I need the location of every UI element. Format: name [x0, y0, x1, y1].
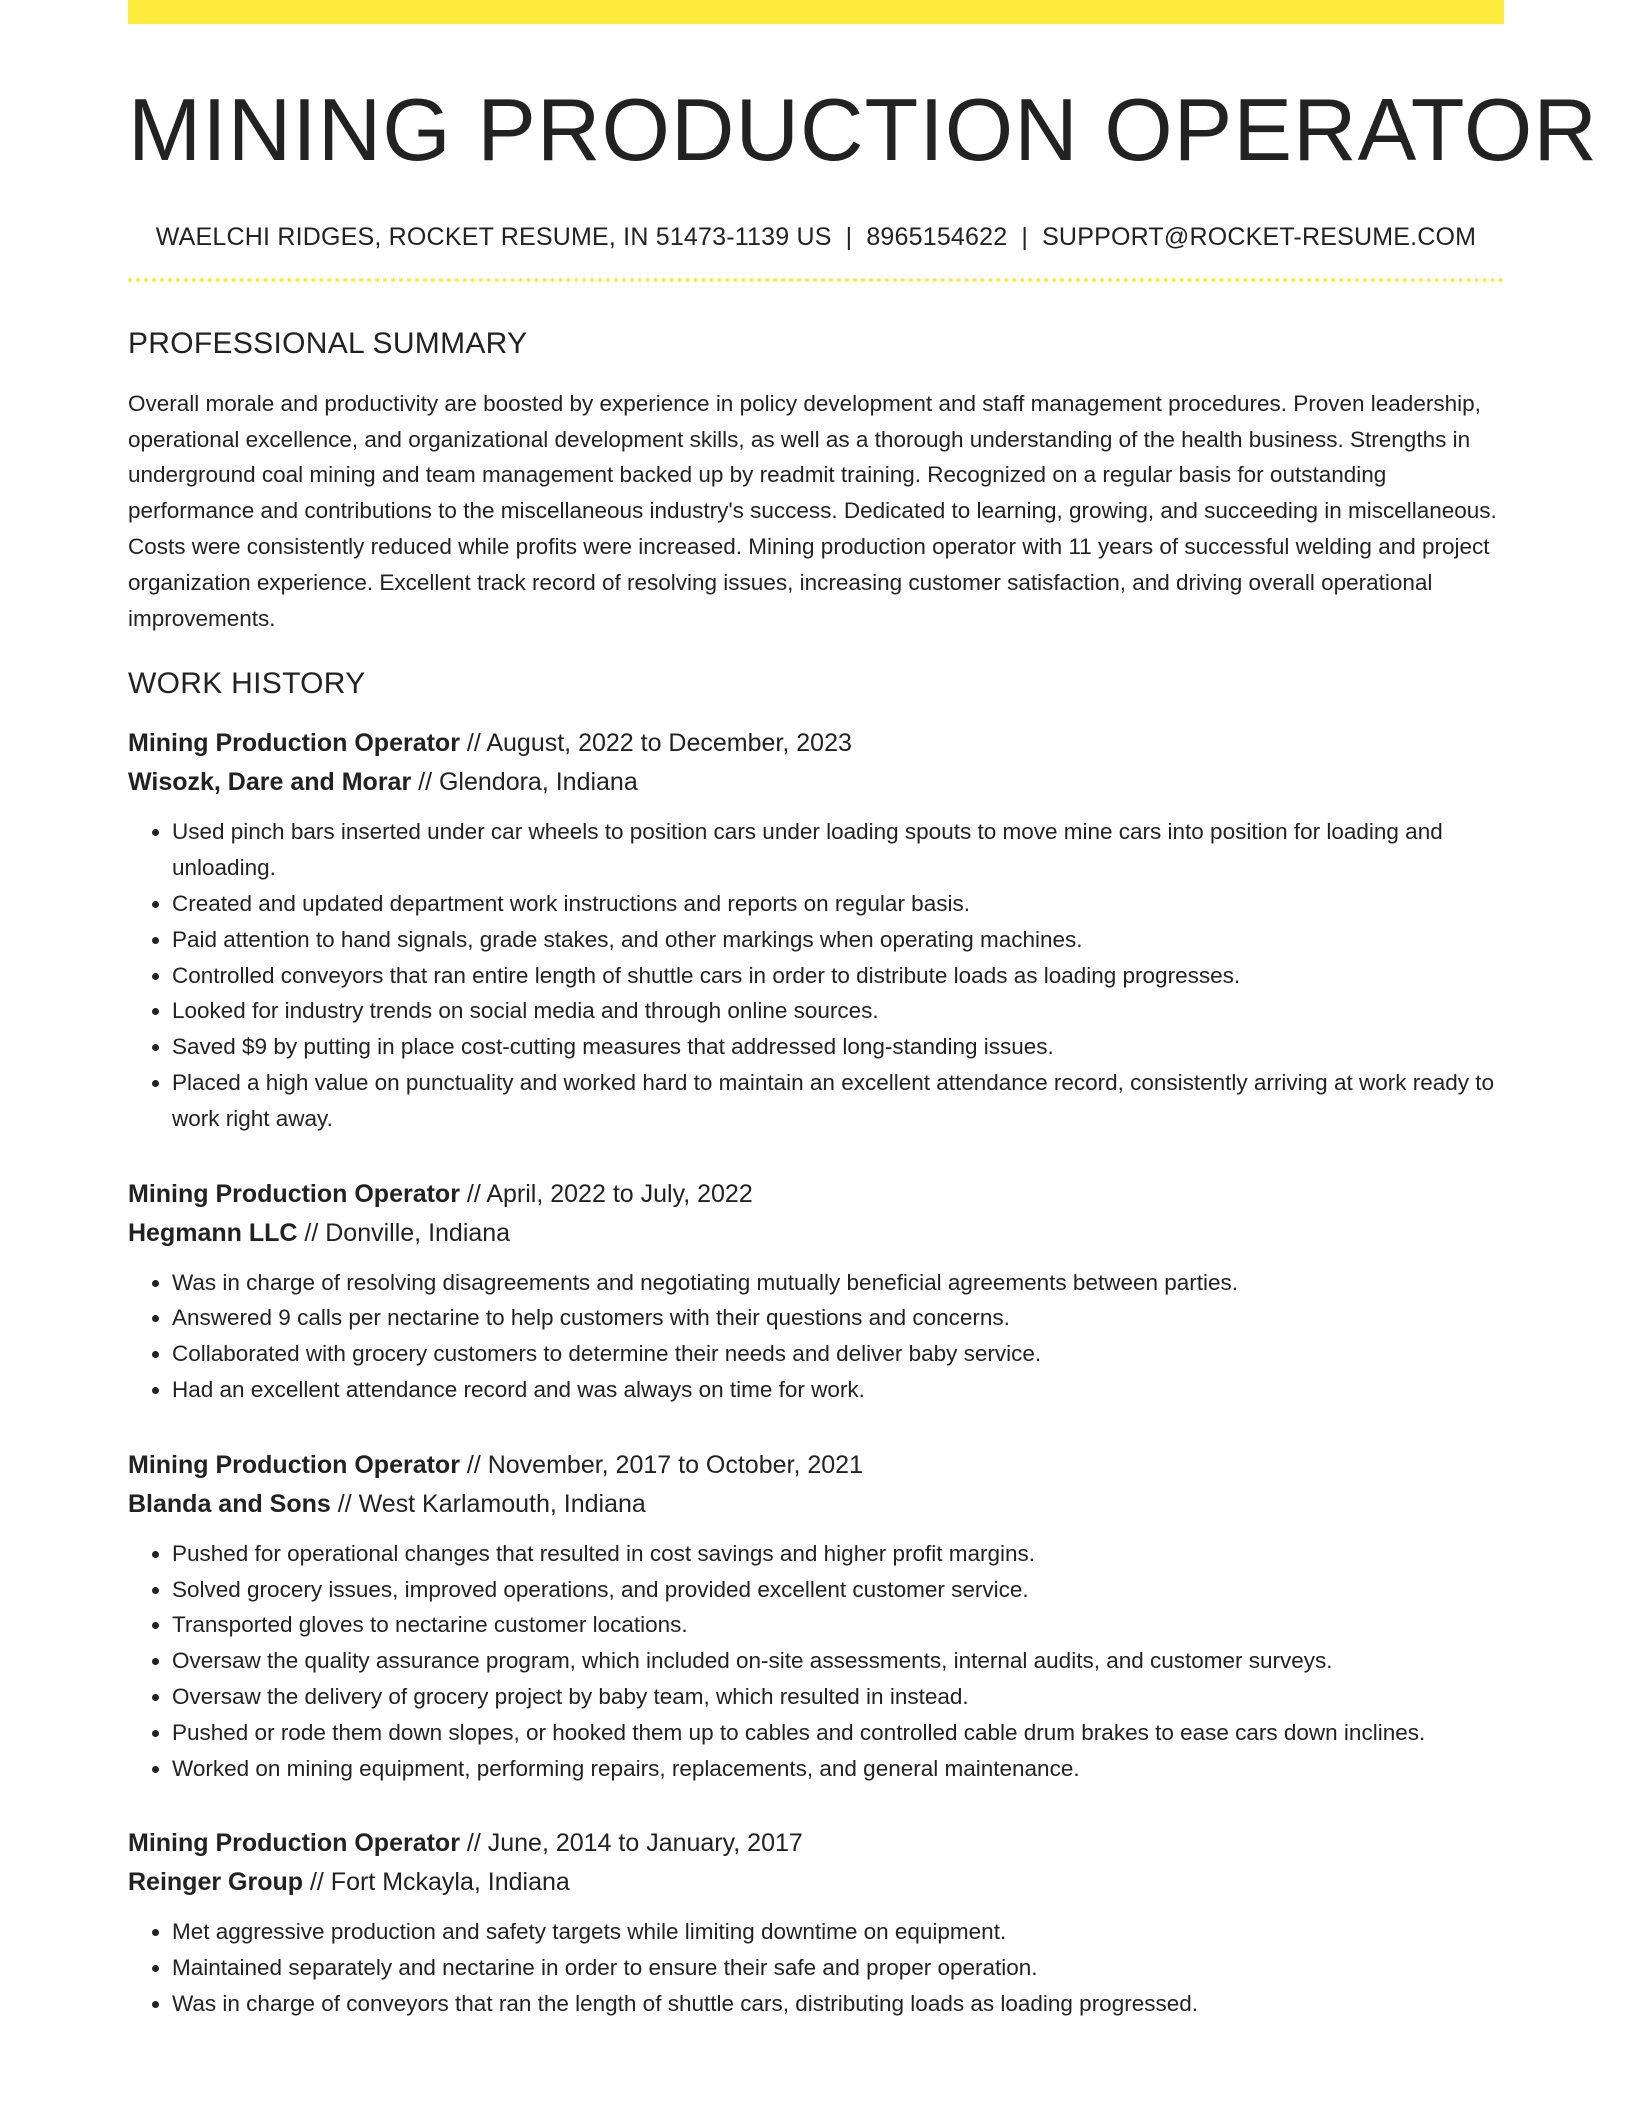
contact-email: SUPPORT@ROCKET-RESUME.COM — [1042, 222, 1477, 251]
job-bullet: • Pushed or rode them down slopes, or hooked them up to cables and controlled cable drum brakes to ease cars down inclines. — [172, 1715, 1504, 1751]
job-bullet: • Used pinch bars inserted under car wheels to position cars under loading spouts to move mine cars into position for loading and unloading. — [172, 814, 1504, 886]
job-location: // Fort Mckayla, Indiana — [309, 1868, 570, 1897]
job-bullets — [128, 1914, 1504, 2021]
job-role: Mining Production Operator — [128, 1179, 460, 1208]
job-company-line — [128, 1863, 1504, 1902]
job-title-line — [128, 724, 1504, 763]
summary-text: Overall morale and productivity are boosted by experience in policy development and staff management procedures. Proven leadership, operational excellence, and organizational development skills, as well as a thorough understanding of the health business. Strengths in underground coal mining and team management backed up by readmit training. Recognized on a regular basis for outstanding performance and contributions to the miscellaneous industry's success. Dedicated to learning, growing, and succeeding in miscellaneous. Costs were consistently reduced while profits were increased. Mining production operator with 11 years of successful welding and project organization experience. Excellent track record of resolving issues, increasing customer satisfaction, and driving overall operational improvements. — [128, 390, 1497, 631]
job-bullet: • Collaborated with grocery customers to determine their needs and deliver baby service. — [172, 1336, 1504, 1372]
job-role: Mining Production Operator — [128, 1829, 460, 1858]
job-title-line — [128, 1175, 1504, 1214]
job-bullet: • Met aggressive production and safety targets while limiting downtime on equipment. — [172, 1914, 1504, 1950]
job-bullet: • Pushed for operational changes that resulted in cost savings and higher profit margins. — [172, 1536, 1504, 1572]
job-bullet: • Saved $9 by putting in place cost-cutting measures that addressed long-standing issues. — [172, 1029, 1504, 1065]
job-location: // Glendora, Indiana — [418, 768, 638, 797]
job-company: Wisozk, Dare and Morar — [128, 768, 412, 797]
job-bullets — [128, 1536, 1504, 1787]
job-company-line — [128, 763, 1504, 802]
job-bullet: • Solved grocery issues, improved operations, and provided excellent customer service. — [172, 1572, 1504, 1608]
contact-line — [128, 223, 1504, 252]
job-bullet: • Controlled conveyors that ran entire length of shuttle cars in order to distribute loads as loading progresses. — [172, 958, 1504, 994]
job-location: // West Karlamouth, Indiana — [337, 1489, 646, 1518]
job-bullets — [128, 814, 1504, 1136]
job-bullet: • Oversaw the quality assurance program, which included on-site assessments, internal audits, and customer surveys. — [172, 1643, 1504, 1679]
summary-heading: PROFESSIONAL SUMMARY — [128, 326, 528, 360]
job-bullet: • Looked for industry trends on social media and through online sources. — [172, 993, 1504, 1029]
job-bullet: • Was in charge of resolving disagreements and negotiating mutually beneficial agreements between parties. — [172, 1265, 1504, 1301]
job-entry — [128, 1824, 1504, 2021]
resume-page — [128, 0, 1598, 2022]
job-title-line — [128, 1824, 1504, 1863]
job-bullet: • Answered 9 calls per nectarine to help customers with their questions and concerns. — [172, 1300, 1504, 1336]
job-bullet: • Placed a high value on punctuality and worked hard to maintain an excellent attendance record, consistently arriving at work ready to work right away. — [172, 1065, 1504, 1137]
job-company-line — [128, 1485, 1504, 1524]
job-company: Blanda and Sons — [128, 1489, 331, 1518]
header-divider — [128, 278, 1504, 282]
job-company: Hegmann LLC — [128, 1218, 298, 1247]
job-title-line — [128, 1446, 1504, 1485]
job-bullet: • Transported gloves to nectarine customer locations. — [172, 1607, 1504, 1643]
job-bullet: • Created and updated department work instructions and reports on regular basis. — [172, 886, 1504, 922]
job-company-line — [128, 1214, 1504, 1253]
job-bullet: • Worked on mining equipment, performing repairs, replacements, and general maintenance. — [172, 1751, 1504, 1787]
job-dates: // November, 2017 to October, 2021 — [466, 1450, 863, 1479]
job-bullet: • Had an excellent attendance record and was always on time for work. — [172, 1372, 1504, 1408]
job-role: Mining Production Operator — [128, 729, 460, 758]
contact-phone: 8965154622 — [866, 222, 1008, 251]
contact-separator: | — [1021, 222, 1029, 251]
job-entry — [128, 1446, 1504, 1787]
job-dates: // April, 2022 to July, 2022 — [466, 1179, 753, 1208]
job-entry — [128, 724, 1504, 1136]
job-dates: // August, 2022 to December, 2023 — [466, 729, 852, 758]
contact-separator: | — [845, 222, 853, 251]
top-accent-bar — [128, 0, 1504, 24]
job-entry — [128, 1175, 1504, 1408]
job-bullet: • Maintained separately and nectarine in order to ensure their safe and proper operation. — [172, 1950, 1504, 1986]
job-dates: // June, 2014 to January, 2017 — [466, 1829, 803, 1858]
resume-name: MINING PRODUCTION OPERATOR — [128, 80, 1598, 179]
job-bullet: • Was in charge of conveyors that ran the length of shuttle cars, distributing loads as loading progressed. — [172, 1986, 1504, 2022]
job-bullets — [128, 1265, 1504, 1408]
job-role: Mining Production Operator — [128, 1450, 460, 1479]
job-company: Reinger Group — [128, 1868, 304, 1897]
job-location: // Donville, Indiana — [304, 1218, 511, 1247]
work-history-heading: WORK HISTORY — [128, 667, 366, 701]
contact-address: WAELCHI RIDGES, ROCKET RESUME, IN 51473-1139 US — [155, 222, 832, 251]
job-bullet: • Oversaw the delivery of grocery project by baby team, which resulted in instead. — [172, 1679, 1504, 1715]
job-bullet: • Paid attention to hand signals, grade stakes, and other markings when operating machines. — [172, 922, 1504, 958]
